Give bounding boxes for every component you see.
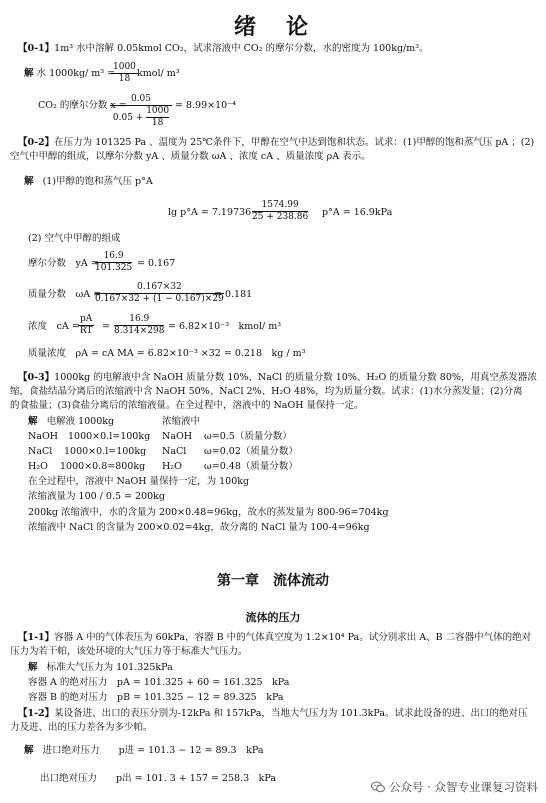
equation-text: 水 1000kg/ m³ = xyxy=(36,68,116,79)
problem-1-2 xyxy=(18,708,528,720)
table-row-value: 1000×0.l=100kg xyxy=(68,431,151,442)
solution-text: 浓缩液量为 100 / 0.5 = 200kg xyxy=(28,491,165,502)
numerator: 16.9 xyxy=(95,251,132,263)
problem-text: 容器 A 中的气体表压为 60kPa，容器 B 中的气体真空度为 1.2×10⁴ Pa。试分别求出 A、B 二容器中气体的绝对 xyxy=(54,632,532,643)
fraction xyxy=(114,314,164,337)
problem-text: 力及进、出的压力差各为多少帕。 xyxy=(10,722,153,733)
numerator: 1000 xyxy=(146,106,170,116)
solution-line xyxy=(28,416,114,428)
table-row-label: NaOH xyxy=(28,431,59,442)
column-heading: 浓缩液中 xyxy=(162,416,201,427)
table-row-label: NaCl xyxy=(28,446,53,457)
equation-text: = 0.181 xyxy=(214,289,253,300)
equation-text: kmol/ m³ xyxy=(137,68,180,79)
problem-number: 【0-3】 xyxy=(18,372,55,383)
sub-heading: (2) 空气中甲醇的组成 xyxy=(28,233,121,244)
table-row-label: H₂O xyxy=(28,461,48,472)
solution-line xyxy=(24,745,263,757)
table-row-value: ω=0.48（质量分数） xyxy=(204,461,298,472)
fraction xyxy=(95,282,224,305)
numerator: pA xyxy=(80,314,93,324)
equation-text: = 0.167 xyxy=(137,258,176,269)
denominator: 0.167×32 + (1 − 0.167)×29 xyxy=(95,294,224,304)
problem-text: 压力为若干帕，该处环境的大气压力等于标准大气压力。 xyxy=(10,646,248,657)
column-heading: 电解液 1000kg xyxy=(46,416,115,427)
solution-label: 解 xyxy=(24,68,34,79)
denominator: RT xyxy=(79,326,93,336)
problem-number: 【0-1】 xyxy=(18,43,55,54)
problem-1-1 xyxy=(18,632,531,644)
problem-text: 1000kg 的电解液中含 NaOH 质量分数 10%、NaCl 的质量分数 10%、H₂O 的质量分数 80%，用真空蒸发器浓 xyxy=(54,372,537,383)
problem-number: 【0-2】 xyxy=(18,137,55,148)
equation-text: 质量浓度 ρA = cA MA = 6.82×10⁻³ ×32 = 0.218 kg / m³ xyxy=(28,348,306,359)
problem-text: 1m³ 水中溶解 0.05kmol CO₂，试求溶液中 CO₂ 的摩尔分数，水的密度为 100kg/m³。 xyxy=(54,43,429,54)
denominator: 25 + 238.86 xyxy=(252,212,309,222)
problem-text: 缩，食盐结晶分离后的浓缩液中含 NaOH 50%、NaCl 2%、H₂O 48%，均为质量分数。试求：(1)水分蒸发量；(2)分离 xyxy=(10,386,523,397)
denominator: 8.314×298 xyxy=(114,326,165,336)
problem-text: 某设备进、出口的表压分别为-12kPa 和 157kPa，当地大气压力为 101.3kPa。试求此设备的进、出口的绝对压 xyxy=(54,708,528,719)
fraction xyxy=(111,62,138,85)
solution-line xyxy=(28,662,173,674)
numerator: 0.05 xyxy=(110,94,172,106)
fraction xyxy=(95,251,132,274)
table-row-label: NaCl xyxy=(162,446,187,457)
problem-text: 空气中甲醇的组成，以摩尔分数 yA 、质量分数 ωA 、浓度 cA 、质量浓度 ρA 表示。 xyxy=(10,151,371,162)
denominator xyxy=(110,106,172,129)
solution-label: 解 xyxy=(24,176,34,187)
nested-fraction xyxy=(146,106,169,129)
sub-heading: (1)甲醇的饱和蒸气压 p°A xyxy=(42,176,153,187)
solution-text: 在全过程中，溶液中 NaOH 量保持一定，为 100kg xyxy=(28,476,250,487)
equation-text: 摩尔分数 yA = xyxy=(28,258,99,269)
problem-number: 【1-1】 xyxy=(18,632,55,643)
equation-text: CO₂ 的摩尔分数 x = xyxy=(38,100,127,111)
numerator: 1574.99 xyxy=(252,200,308,212)
solution-text: 进口绝对压力 p进 = 101.3 − 12 = 89.3 kPa xyxy=(42,745,264,756)
solution-label: 解 xyxy=(28,416,38,427)
equation-text: 浓度 cA = xyxy=(28,321,80,332)
watermark-text: 公众号 · 众智专业课复习资料 xyxy=(389,780,538,794)
solution-text: 容器 A 的绝对压力 pA = 101.325 + 60 = 161.325 kPa xyxy=(28,677,290,688)
table-row-label: H₂O xyxy=(162,461,182,472)
section-title: 流体的压力 xyxy=(245,611,301,624)
denominator: 101.325 xyxy=(95,263,133,273)
problem-number: 【1-2】 xyxy=(18,708,55,719)
equation-text: p°A = 16.9kPa xyxy=(322,207,393,218)
table-row-value: ω=0.5（质量分数） xyxy=(204,431,292,442)
problem-0-2 xyxy=(18,137,534,149)
numerator: 1000 xyxy=(113,62,136,72)
solution-text: 200kg 浓缩液中，水的含量为 200×0.48=96kg，故水的蒸发量为 800-96=704kg xyxy=(28,507,389,518)
equation-text: = 8.99×10⁻⁴ xyxy=(175,100,237,111)
solution-line xyxy=(24,176,153,188)
denominator: 18 xyxy=(118,74,131,84)
solution-label: 解 xyxy=(24,745,34,756)
equation-text: 质量分数 ωA = xyxy=(28,289,102,300)
numerator: 16.9 xyxy=(114,314,164,326)
table-row-value: 1000×0.8=800kg xyxy=(60,461,146,472)
wechat-icon xyxy=(371,781,385,793)
fraction xyxy=(252,200,308,223)
equation-text: = 6.82×10⁻³ kmol/ m³ xyxy=(168,321,282,332)
fraction xyxy=(110,94,172,129)
solution-text: 标准大气压力为 101.325kPa xyxy=(46,662,173,673)
equation-text: = xyxy=(102,321,110,332)
watermark xyxy=(371,779,538,795)
solution-text: 浓缩液中 NaCl 的含量为 200×0.02=4kg，故分离的 NaCl 量为 100-4=96kg xyxy=(28,522,370,533)
solution-text: 容器 B 的绝对压力 pB = 101.325 − 12 = 89.325 kPa xyxy=(28,692,284,703)
problem-text: 在压力为 101325 Pa 、温度为 25℃条件下，甲醇在空气中达到饱和状态。试求：(1)甲醇的饱和蒸气压 pA ；(2) xyxy=(54,137,535,148)
denominator-text: 0.05 + xyxy=(112,113,144,123)
page-title: 绪 论 xyxy=(233,14,312,40)
table-row-label: NaOH xyxy=(162,431,193,442)
problem-0-1 xyxy=(18,43,429,55)
problem-0-3 xyxy=(18,372,537,384)
solution-text: 出口绝对压力 p出 = 101. 3 + 157 = 258.3 kPa xyxy=(40,773,277,784)
problem-text: 的食盐量；(3)食盐分离后的浓缩液量。在全过程中，溶液中的 NaOH 量保持一定。 xyxy=(10,400,364,411)
solution-line xyxy=(24,68,115,80)
chapter-title: 第一章 流体流动 xyxy=(217,573,329,589)
fraction xyxy=(78,314,94,337)
table-row-value: 1000×0.l=100kg xyxy=(64,446,147,457)
equation-text: lg p°A = 7.19736 − xyxy=(168,207,263,218)
denominator: 18 xyxy=(151,118,164,128)
numerator: 0.167×32 xyxy=(95,282,224,294)
solution-label: 解 xyxy=(28,662,38,673)
table-row-value: ω=0.02（质量分数） xyxy=(204,446,298,457)
